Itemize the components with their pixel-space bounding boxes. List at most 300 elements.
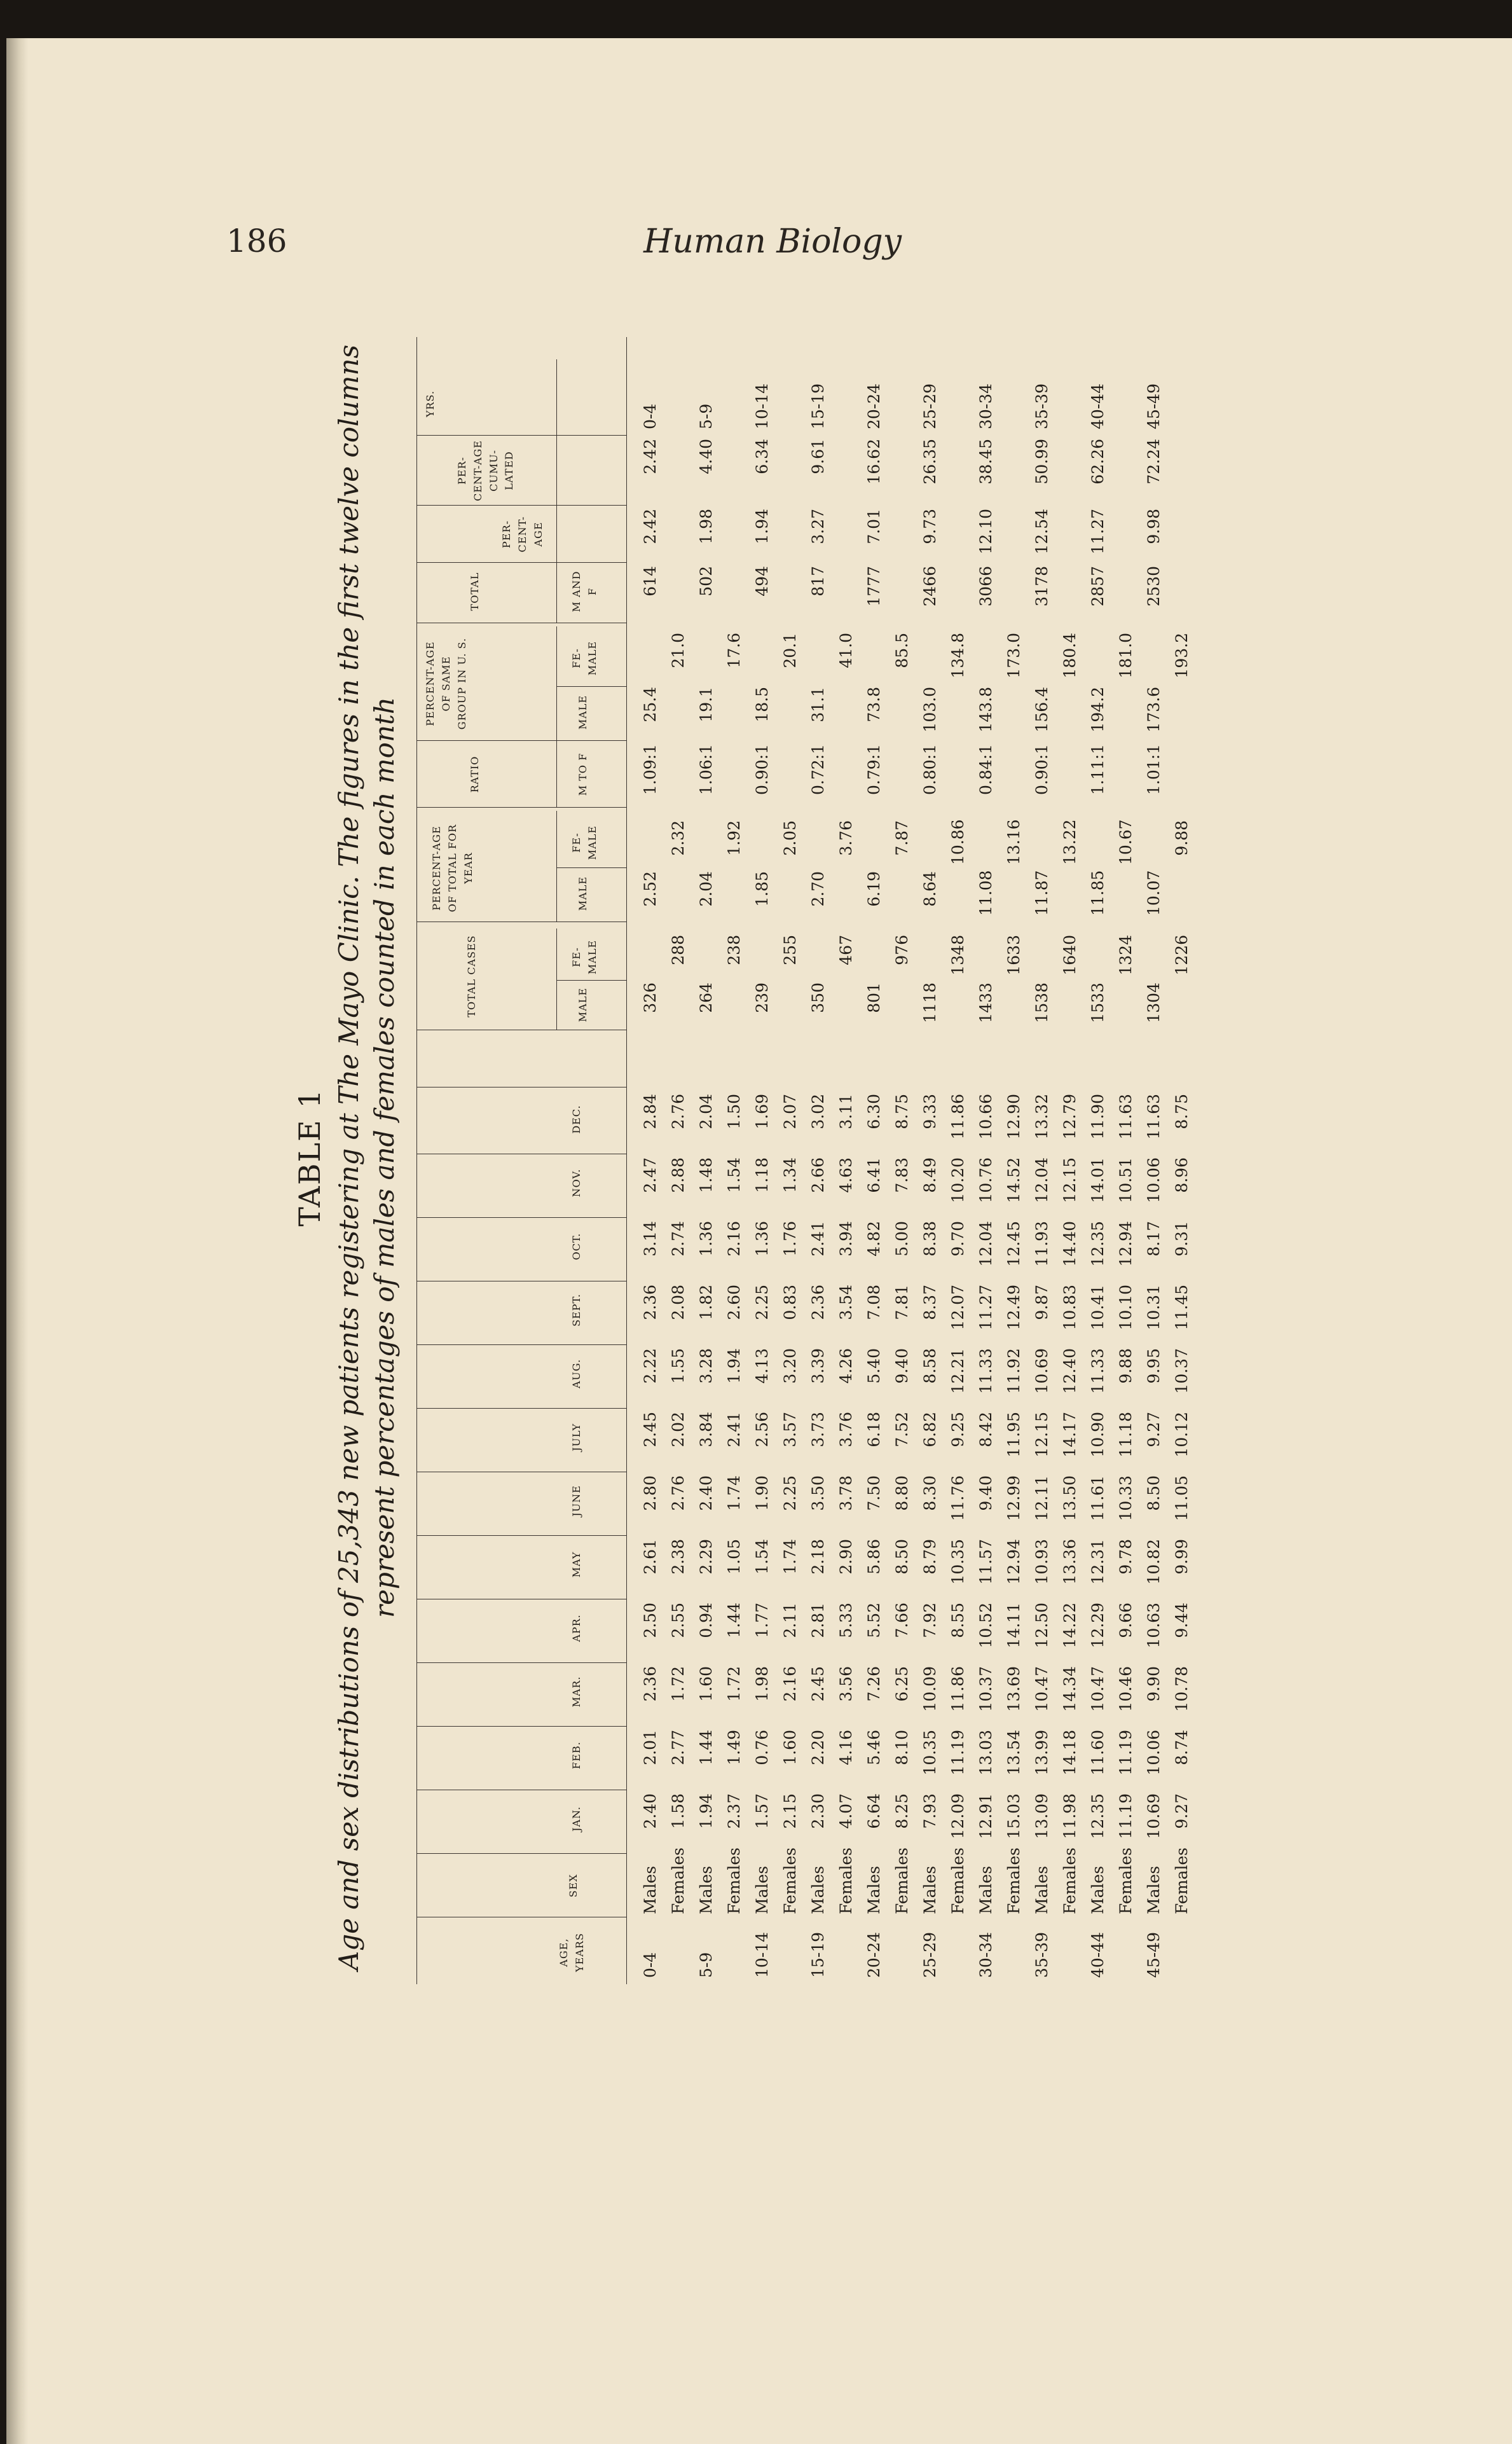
month-value: 10.06: [1144, 1157, 1163, 1203]
header-month-10: NOV.: [570, 1168, 582, 1198]
month-value: 9.27: [1144, 1412, 1163, 1447]
sex-label: Females: [893, 1847, 911, 1914]
month-value: 3.02: [809, 1094, 827, 1129]
month-value: 2.55: [669, 1603, 687, 1638]
month-value: 3.56: [837, 1666, 855, 1702]
month-value: 15.03: [1005, 1793, 1023, 1839]
month-value: 2.25: [781, 1475, 799, 1511]
month-value: 9.70: [949, 1221, 967, 1257]
month-value: 10.35: [921, 1730, 939, 1776]
age-years: 10-14: [753, 383, 771, 429]
month-value: 2.04: [697, 1094, 715, 1129]
ratio-m-to-f: 0.79:1: [865, 744, 883, 795]
month-value: 1.77: [753, 1603, 771, 1638]
month-value: 13.36: [1061, 1539, 1079, 1585]
header-total-cases: TOTAL CASES: [465, 935, 478, 1018]
vertical-rule: [416, 1408, 626, 1409]
month-value: 8.80: [893, 1475, 911, 1511]
month-value: 12.79: [1061, 1094, 1079, 1140]
percentage-cumulated: 9.61: [809, 439, 827, 474]
month-value: 14.18: [1061, 1730, 1079, 1776]
month-value: 5.86: [865, 1539, 883, 1575]
percent-total: 6.19: [865, 871, 883, 907]
month-value: 12.35: [1089, 1221, 1107, 1267]
month-value: 4.13: [753, 1348, 771, 1384]
total-cases: 326: [641, 983, 659, 1013]
total-cases: 1533: [1089, 983, 1107, 1023]
month-value: 1.44: [725, 1603, 743, 1638]
percentage: 12.54: [1033, 509, 1051, 555]
month-value: 0.83: [781, 1285, 799, 1320]
month-value: 10.78: [1172, 1666, 1191, 1712]
month-value: 11.76: [949, 1475, 967, 1521]
month-value: 10.09: [921, 1666, 939, 1712]
month-value: 2.88: [669, 1157, 687, 1193]
month-value: 7.93: [921, 1793, 939, 1829]
percent-total: 1.85: [753, 871, 771, 907]
month-value: 3.54: [837, 1285, 855, 1320]
month-value: 2.50: [641, 1603, 659, 1638]
month-value: 2.36: [641, 1666, 659, 1702]
month-value: 12.04: [977, 1221, 995, 1267]
sex-label: Females: [1117, 1847, 1135, 1914]
month-value: 5.33: [837, 1603, 855, 1638]
horizontal-rule: [556, 811, 557, 922]
month-value: 10.20: [949, 1157, 967, 1203]
percent-us: 180.4: [1061, 633, 1079, 679]
percent-us: 73.8: [865, 687, 883, 722]
total-m-and-f: 494: [753, 566, 771, 597]
month-value: 3.84: [697, 1412, 715, 1447]
month-value: 6.64: [865, 1793, 883, 1829]
month-value: 10.69: [1144, 1793, 1163, 1839]
table-label: TABLE 1: [292, 1088, 327, 1227]
month-value: 3.11: [837, 1094, 855, 1129]
age-group: 30-34: [977, 1931, 995, 1978]
month-value: 10.31: [1144, 1285, 1163, 1330]
month-value: 1.18: [753, 1157, 771, 1193]
percent-us: 193.2: [1172, 633, 1191, 679]
total-cases: 801: [865, 983, 883, 1013]
month-value: 2.90: [837, 1539, 855, 1575]
month-value: 11.86: [949, 1094, 967, 1140]
header-total: TOTAL: [469, 572, 481, 611]
month-value: 12.04: [1033, 1157, 1051, 1203]
ratio-m-to-f: 1.06:1: [697, 744, 715, 795]
horizontal-rule: [626, 337, 627, 1984]
header-month-1: FEB.: [570, 1741, 582, 1769]
month-value: 2.40: [697, 1475, 715, 1511]
month-value: 11.19: [1117, 1730, 1135, 1776]
month-value: 8.79: [921, 1539, 939, 1575]
header-percentage: PER-CENT-AGE: [500, 516, 544, 553]
month-value: 12.07: [949, 1285, 967, 1330]
month-value: 11.19: [949, 1730, 967, 1776]
header-percentage-cumulated: PER-CENT-AGE CUMU-LATED: [456, 440, 516, 501]
month-value: 7.08: [865, 1285, 883, 1320]
month-value: 14.40: [1061, 1221, 1079, 1267]
percent-us: 103.0: [921, 687, 939, 733]
header-percentage-total: PERCENT-AGE OF TOTAL FOR YEAR: [430, 824, 474, 913]
header-month-4: MAY: [570, 1551, 582, 1578]
percent-us: 194.2: [1089, 687, 1107, 733]
month-value: 1.72: [725, 1666, 743, 1702]
month-value: 1.48: [697, 1157, 715, 1193]
month-value: 4.16: [837, 1730, 855, 1765]
month-value: 1.44: [697, 1730, 715, 1765]
month-value: 6.30: [865, 1094, 883, 1129]
vertical-rule: [416, 1344, 626, 1345]
vertical-rule: [416, 1535, 626, 1536]
month-value: 8.58: [921, 1348, 939, 1384]
table-caption-line-2: represent percentages of males and females counted in each month: [369, 697, 400, 1618]
percent-us: 143.8: [977, 687, 995, 733]
age-years: 20-24: [865, 383, 883, 429]
month-value: 10.76: [977, 1157, 995, 1203]
month-value: 7.50: [865, 1475, 883, 1511]
month-value: 7.83: [893, 1157, 911, 1193]
month-value: 9.66: [1117, 1603, 1135, 1638]
month-value: 8.42: [977, 1412, 995, 1447]
sex-label: Males: [697, 1865, 715, 1914]
percentage: 3.27: [809, 509, 827, 544]
month-value: 5.40: [865, 1348, 883, 1384]
month-value: 2.60: [725, 1285, 743, 1320]
percent-total: 10.86: [949, 819, 967, 865]
month-value: 10.47: [1089, 1666, 1107, 1712]
month-value: 10.51: [1117, 1157, 1135, 1203]
month-value: 4.07: [837, 1793, 855, 1829]
month-value: 1.60: [697, 1666, 715, 1702]
total-cases: 288: [669, 935, 687, 965]
header-cases-male: MALE: [577, 987, 589, 1023]
month-value: 1.57: [753, 1793, 771, 1829]
month-value: 2.22: [641, 1348, 659, 1384]
month-value: 11.33: [1089, 1348, 1107, 1394]
sex-label: Males: [641, 1865, 659, 1914]
month-value: 7.66: [893, 1603, 911, 1638]
month-value: 12.15: [1033, 1412, 1051, 1458]
month-value: 1.49: [725, 1730, 743, 1765]
sex-label: Males: [1033, 1865, 1051, 1914]
horizontal-rule: [556, 359, 557, 563]
vertical-rule: [416, 505, 626, 506]
month-value: 2.20: [809, 1730, 827, 1765]
percent-us: 31.1: [809, 687, 827, 722]
sex-label: Females: [1005, 1847, 1023, 1914]
month-value: 5.00: [893, 1221, 911, 1257]
month-value: 13.54: [1005, 1730, 1023, 1776]
ratio-m-to-f: 1.09:1: [641, 744, 659, 795]
month-value: 8.37: [921, 1285, 939, 1320]
month-value: 6.82: [921, 1412, 939, 1447]
month-value: 12.94: [1117, 1221, 1135, 1267]
header-month-6: JULY: [570, 1423, 582, 1452]
sex-label: Males: [921, 1865, 939, 1914]
header-pct-female: FE-MALE: [570, 825, 598, 860]
month-value: 2.66: [809, 1157, 827, 1193]
month-value: 9.44: [1172, 1603, 1191, 1638]
month-value: 12.21: [949, 1348, 967, 1394]
month-value: 2.77: [669, 1730, 687, 1765]
ratio-m-to-f: 0.84:1: [977, 744, 995, 795]
vertical-rule: [416, 1662, 626, 1663]
month-value: 2.08: [669, 1285, 687, 1320]
percent-total: 7.87: [893, 820, 911, 856]
sex-label: Males: [809, 1865, 827, 1914]
total-cases: 1304: [1144, 983, 1163, 1023]
month-value: 9.78: [1117, 1539, 1135, 1575]
month-value: 5.46: [865, 1730, 883, 1765]
month-value: 6.25: [893, 1666, 911, 1702]
month-value: 3.57: [781, 1412, 799, 1447]
month-value: 6.18: [865, 1412, 883, 1447]
month-value: 9.27: [1172, 1793, 1191, 1829]
month-value: 8.50: [893, 1539, 911, 1575]
month-value: 12.11: [1033, 1475, 1051, 1521]
age-group: 10-14: [753, 1931, 771, 1978]
total-cases: 1348: [949, 935, 967, 976]
total-m-and-f: 3066: [977, 566, 995, 607]
month-value: 13.99: [1033, 1730, 1051, 1776]
month-value: 2.02: [669, 1412, 687, 1447]
month-value: 7.52: [893, 1412, 911, 1447]
percentage: 9.98: [1144, 509, 1163, 544]
vertical-rule: [416, 435, 626, 436]
percent-us: 18.5: [753, 687, 771, 722]
percent-us: 181.0: [1117, 633, 1135, 679]
month-value: 8.38: [921, 1221, 939, 1257]
month-value: 1.72: [669, 1666, 687, 1702]
ratio-m-to-f: 1.01:1: [1144, 744, 1163, 795]
percentage-cumulated: 26.35: [921, 439, 939, 485]
month-value: 8.49: [921, 1157, 939, 1193]
total-cases: 350: [809, 983, 827, 1013]
header-percentage-us: PERCENT-AGE OF SAME GROUP IN U. S.: [424, 637, 468, 730]
month-value: 4.63: [837, 1157, 855, 1193]
month-value: 2.41: [725, 1412, 743, 1447]
month-value: 12.45: [1005, 1221, 1023, 1267]
month-value: 2.30: [809, 1793, 827, 1829]
total-cases: 1538: [1033, 983, 1051, 1023]
month-value: 1.74: [781, 1539, 799, 1575]
vertical-rule: [556, 686, 626, 687]
percentage-cumulated: 2.42: [641, 439, 659, 474]
header-month-0: JAN.: [570, 1805, 582, 1832]
age-years: 45-49: [1144, 383, 1163, 429]
header-m-and-f: M AND F: [570, 570, 598, 612]
month-value: 10.37: [1172, 1348, 1191, 1394]
vertical-rule: [556, 980, 626, 981]
month-value: 1.54: [753, 1539, 771, 1575]
month-value: 3.28: [697, 1348, 715, 1384]
header-month-7: AUG.: [570, 1358, 582, 1389]
month-value: 11.98: [1061, 1793, 1079, 1839]
total-m-and-f: 502: [697, 566, 715, 597]
month-value: 2.47: [641, 1157, 659, 1193]
age-years: 40-44: [1089, 383, 1107, 429]
month-value: 3.14: [641, 1221, 659, 1257]
month-value: 1.76: [781, 1221, 799, 1257]
month-value: 3.94: [837, 1221, 855, 1257]
percent-us: 19.1: [697, 687, 715, 722]
month-value: 12.15: [1061, 1157, 1079, 1203]
month-value: 3.78: [837, 1475, 855, 1511]
month-value: 2.36: [641, 1285, 659, 1320]
month-value: 8.10: [893, 1730, 911, 1765]
total-m-and-f: 614: [641, 566, 659, 597]
total-cases: 255: [781, 935, 799, 965]
rotated-table-block: [292, 331, 1246, 1984]
percent-us: 173.0: [1005, 633, 1023, 679]
month-value: 1.98: [753, 1666, 771, 1702]
total-m-and-f: 3178: [1033, 566, 1051, 607]
sex-label: Females: [669, 1847, 687, 1914]
age-years: 35-39: [1033, 383, 1051, 429]
month-value: 13.09: [1033, 1793, 1051, 1839]
horizontal-rule: [416, 337, 417, 1984]
month-value: 2.76: [669, 1094, 687, 1129]
month-value: 13.32: [1033, 1094, 1051, 1140]
month-value: 14.11: [1005, 1603, 1023, 1648]
month-value: 3.76: [837, 1412, 855, 1447]
month-value: 2.16: [781, 1666, 799, 1702]
month-value: 13.50: [1061, 1475, 1079, 1521]
month-value: 2.84: [641, 1094, 659, 1129]
horizontal-rule: [556, 741, 557, 808]
month-value: 11.90: [1089, 1094, 1107, 1140]
age-group: 45-49: [1144, 1931, 1163, 1978]
month-value: 12.50: [1033, 1603, 1051, 1648]
month-value: 2.80: [641, 1475, 659, 1511]
ratio-m-to-f: 1.11:1: [1089, 744, 1107, 795]
percentage-cumulated: 72.24: [1144, 439, 1163, 485]
percent-total: 8.64: [921, 871, 939, 907]
month-value: 12.99: [1005, 1475, 1023, 1521]
horizontal-rule: [556, 626, 557, 741]
month-value: 7.81: [893, 1285, 911, 1320]
month-value: 1.90: [753, 1475, 771, 1511]
month-value: 11.63: [1117, 1094, 1135, 1140]
month-value: 11.05: [1172, 1475, 1191, 1521]
ratio-m-to-f: 0.72:1: [809, 744, 827, 795]
sex-label: Females: [781, 1847, 799, 1914]
header-yrs: YRS.: [424, 390, 436, 418]
month-value: 1.36: [697, 1221, 715, 1257]
sex-label: Males: [753, 1865, 771, 1914]
month-value: 8.75: [1172, 1094, 1191, 1129]
month-value: 1.60: [781, 1730, 799, 1765]
month-value: 8.55: [949, 1603, 967, 1638]
total-m-and-f: 1777: [865, 566, 883, 607]
month-value: 2.16: [725, 1221, 743, 1257]
percentage: 11.27: [1089, 509, 1107, 555]
month-value: 12.91: [977, 1793, 995, 1839]
percentage: 9.73: [921, 509, 939, 544]
month-value: 10.47: [1033, 1666, 1051, 1712]
percent-total: 2.32: [669, 820, 687, 856]
sex-label: Females: [949, 1847, 967, 1914]
month-value: 11.93: [1033, 1221, 1051, 1267]
month-value: 10.06: [1144, 1730, 1163, 1776]
month-value: 9.25: [949, 1412, 967, 1447]
percent-us: 17.6: [725, 633, 743, 668]
month-value: 8.50: [1144, 1475, 1163, 1511]
month-value: 9.31: [1172, 1221, 1191, 1257]
month-value: 8.17: [1144, 1221, 1163, 1257]
percent-us: 25.4: [641, 687, 659, 722]
header-month-8: SEPT.: [570, 1294, 582, 1327]
percentage: 7.01: [865, 509, 883, 544]
month-value: 1.58: [669, 1793, 687, 1829]
month-value: 10.63: [1144, 1603, 1163, 1648]
percent-total: 3.76: [837, 820, 855, 856]
month-value: 14.17: [1061, 1412, 1079, 1458]
sex-label: Males: [1089, 1865, 1107, 1914]
month-value: 1.50: [725, 1094, 743, 1129]
month-value: 11.33: [977, 1348, 995, 1394]
age-years: 15-19: [809, 383, 827, 429]
month-value: 4.26: [837, 1348, 855, 1384]
month-value: 9.33: [921, 1094, 939, 1129]
percent-us: 156.4: [1033, 687, 1051, 733]
month-value: 10.90: [1089, 1412, 1107, 1458]
month-value: 1.82: [697, 1285, 715, 1320]
header-age: AGE, YEARS: [558, 1933, 586, 1972]
age-group: 20-24: [865, 1931, 883, 1978]
month-value: 3.20: [781, 1348, 799, 1384]
month-value: 8.25: [893, 1793, 911, 1829]
month-value: 1.36: [753, 1221, 771, 1257]
percent-total: 2.05: [781, 820, 799, 856]
total-m-and-f: 817: [809, 566, 827, 597]
total-cases: 976: [893, 935, 911, 965]
sex-label: Females: [837, 1847, 855, 1914]
percentage: 2.42: [641, 509, 659, 544]
running-head: Human Biology: [643, 223, 902, 261]
sex-label: Males: [865, 1865, 883, 1914]
month-value: 11.45: [1172, 1285, 1191, 1330]
percentage-cumulated: 62.26: [1089, 439, 1107, 485]
age-group: 25-29: [921, 1931, 939, 1978]
month-value: 12.49: [1005, 1285, 1023, 1330]
month-value: 2.61: [641, 1539, 659, 1575]
month-value: 1.69: [753, 1094, 771, 1129]
month-value: 1.34: [781, 1157, 799, 1193]
month-value: 10.35: [949, 1539, 967, 1585]
book-page: [6, 38, 1512, 2444]
month-value: 2.25: [753, 1285, 771, 1320]
month-value: 12.40: [1061, 1348, 1079, 1394]
percent-total: 13.22: [1061, 819, 1079, 865]
month-value: 10.41: [1089, 1285, 1107, 1330]
vertical-rule: [416, 1217, 626, 1218]
month-value: 1.05: [725, 1539, 743, 1575]
month-value: 2.15: [781, 1793, 799, 1829]
percent-total: 1.92: [725, 820, 743, 856]
percent-total: 10.07: [1144, 870, 1163, 916]
month-value: 1.55: [669, 1348, 687, 1384]
total-cases: 1226: [1172, 935, 1191, 976]
percent-total: 2.70: [809, 871, 827, 907]
vertical-rule: [556, 867, 626, 868]
month-value: 11.27: [977, 1285, 995, 1330]
month-value: 1.74: [725, 1475, 743, 1511]
vertical-rule: [416, 807, 626, 808]
age-group: 40-44: [1089, 1931, 1107, 1978]
percent-us: 41.0: [837, 633, 855, 668]
month-value: 2.76: [669, 1475, 687, 1511]
